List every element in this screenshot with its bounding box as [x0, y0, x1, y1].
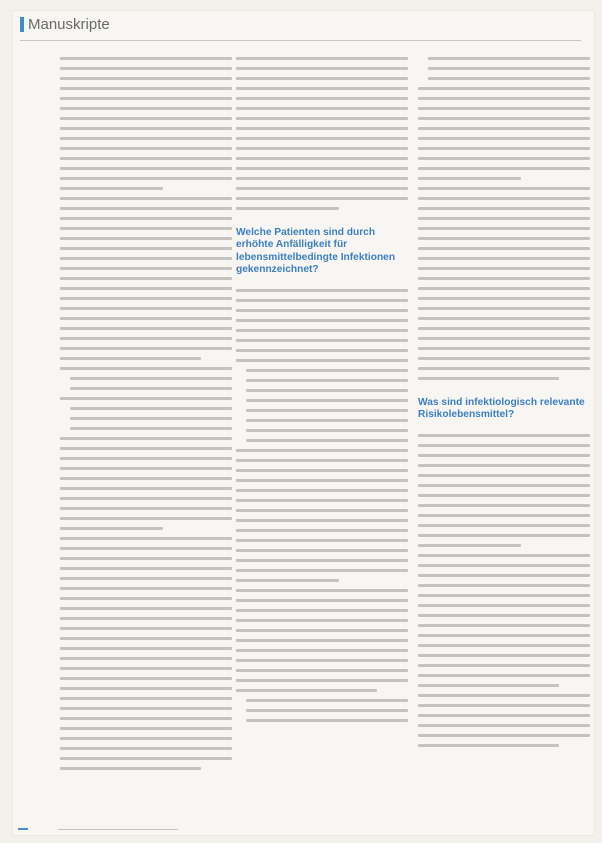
column-3	[418, 57, 590, 754]
body-text-block	[60, 537, 232, 770]
bullet-list	[236, 699, 408, 722]
page-footer	[18, 822, 28, 836]
body-text-block	[60, 437, 232, 530]
body-text-block	[236, 589, 408, 692]
body-text-block	[236, 449, 408, 582]
column-2	[236, 57, 408, 729]
bullet-list	[236, 369, 408, 442]
column-1	[60, 57, 232, 777]
section-marker	[20, 17, 24, 32]
bullet-list	[60, 367, 232, 430]
page-number-badge	[18, 828, 28, 830]
footer-divider	[58, 829, 178, 830]
body-text-block	[418, 554, 590, 687]
body-text-block	[418, 87, 590, 180]
body-text-block	[60, 197, 232, 360]
body-text-block	[236, 57, 408, 210]
body-text-block	[418, 434, 590, 547]
body-text-block	[418, 187, 590, 380]
body-text-block	[60, 57, 232, 190]
body-text-block	[418, 694, 590, 747]
subheading: Welche Patienten sind durch erhöhte Anfälligkeit für lebensmittelbedingte Infektionen gekennzeichnet?	[236, 227, 396, 276]
bullet-list	[418, 57, 590, 80]
section-label: Manuskripte	[28, 16, 110, 33]
header-divider	[20, 40, 581, 41]
body-text-block	[236, 289, 408, 362]
subheading: Was sind infektiologisch relevante Risikolebensmittel?	[418, 397, 585, 421]
